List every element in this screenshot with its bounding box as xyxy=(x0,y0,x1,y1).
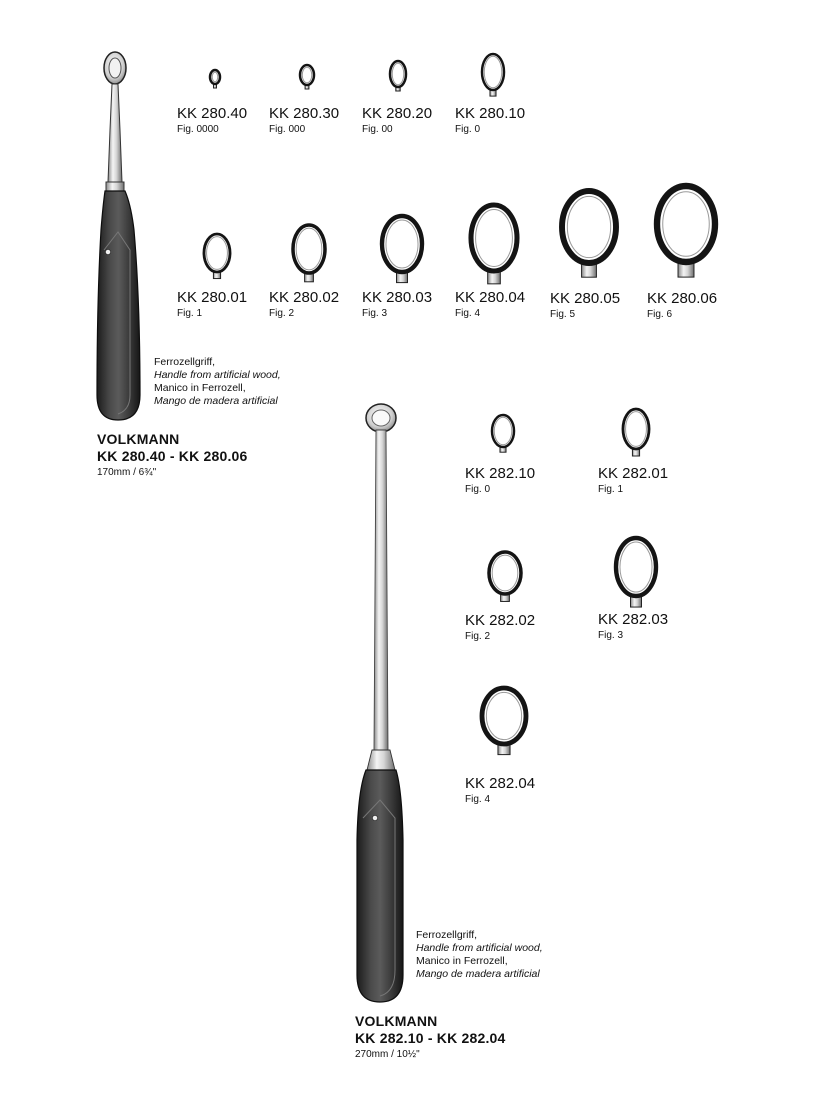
item-code: KK 280.02 xyxy=(269,289,340,306)
item-code: KK 280.40 xyxy=(177,105,248,122)
item-label xyxy=(362,289,432,320)
item-label xyxy=(465,465,535,496)
note-line-es: Mango de madera artificial xyxy=(416,968,540,980)
item-fig: Fig. 00 xyxy=(362,124,393,135)
item-code: KK 280.30 xyxy=(269,105,340,122)
product-range: KK 280.40 - KK 280.06 xyxy=(97,448,248,464)
note-line-en: Handle from artificial wood, xyxy=(154,369,281,381)
loop-tip xyxy=(657,186,715,277)
product-heading xyxy=(355,1013,506,1061)
loop-tip xyxy=(562,191,616,277)
item-fig: Fig. 3 xyxy=(598,630,624,641)
handle-note xyxy=(416,929,543,981)
note-line-de: Ferrozellgriff, xyxy=(416,929,478,941)
loop-tip xyxy=(390,61,406,91)
item-fig: Fig. 2 xyxy=(269,308,295,319)
product-size: 170mm / 6¾" xyxy=(97,467,157,478)
item-label xyxy=(362,105,432,136)
item-label xyxy=(455,289,525,320)
product-size: 270mm / 10½" xyxy=(355,1049,420,1060)
item-label xyxy=(269,289,339,320)
item-code: KK 280.03 xyxy=(362,289,433,306)
item-code: KK 282.01 xyxy=(598,465,669,482)
item-fig: Fig. 0 xyxy=(455,124,481,135)
item-fig: Fig. 6 xyxy=(647,309,673,320)
item-label xyxy=(455,105,525,136)
item-fig: Fig. 5 xyxy=(550,309,576,320)
item-fig: Fig. 0000 xyxy=(177,124,219,135)
item-label xyxy=(177,289,247,320)
product-heading xyxy=(97,431,248,479)
item-label xyxy=(598,465,668,496)
note-line-es: Mango de madera artificial xyxy=(154,395,278,407)
loop-tip xyxy=(489,552,521,601)
loop-tips xyxy=(204,54,718,755)
loop-tip xyxy=(382,216,422,283)
product-name: VOLKMANN xyxy=(355,1013,438,1029)
note-line-en: Handle from artificial wood, xyxy=(416,942,543,954)
item-fig: Fig. 1 xyxy=(177,308,203,319)
loop-tip xyxy=(482,688,526,755)
item-code: KK 280.10 xyxy=(455,105,526,122)
loop-tip xyxy=(204,234,230,279)
item-fig: Fig. 1 xyxy=(598,484,624,495)
item-code: KK 282.02 xyxy=(465,612,536,629)
item-code: KK 282.04 xyxy=(465,775,536,792)
item-code: KK 280.06 xyxy=(647,290,718,307)
item-label xyxy=(465,612,535,643)
note-line-it: Manico in Ferrozell, xyxy=(416,955,508,967)
item-label xyxy=(647,290,717,321)
loop-tip xyxy=(616,538,656,607)
item-fig: Fig. 0 xyxy=(465,484,491,495)
product-name: VOLKMANN xyxy=(97,431,180,447)
curette-270mm-illustration xyxy=(357,404,403,1002)
item-code: KK 280.05 xyxy=(550,290,621,307)
item-label xyxy=(269,105,339,136)
loop-tip xyxy=(482,54,504,96)
loop-tip xyxy=(492,415,514,452)
loop-tip xyxy=(623,409,649,456)
item-fig: Fig. 4 xyxy=(465,794,491,805)
item-label xyxy=(465,775,535,806)
item-label xyxy=(177,105,247,136)
loop-tip xyxy=(293,225,325,282)
item-fig: Fig. 2 xyxy=(465,631,491,642)
item-fig: Fig. 3 xyxy=(362,308,388,319)
note-line-de: Ferrozellgriff, xyxy=(154,356,216,368)
item-code: KK 280.04 xyxy=(455,289,526,306)
note-line-it: Manico in Ferrozell, xyxy=(154,382,246,394)
item-fig: Fig. 4 xyxy=(455,308,481,319)
item-label xyxy=(598,611,668,642)
item-label xyxy=(550,290,620,321)
item-code: KK 280.01 xyxy=(177,289,248,306)
handle-note xyxy=(154,356,281,408)
loop-tip xyxy=(210,70,220,88)
item-code: KK 282.10 xyxy=(465,465,536,482)
product-range: KK 282.10 - KK 282.04 xyxy=(355,1030,506,1046)
loop-tip xyxy=(471,205,517,284)
item-code: KK 282.03 xyxy=(598,611,669,628)
loop-tip xyxy=(300,65,314,89)
item-fig: Fig. 000 xyxy=(269,124,306,135)
curette-170mm-illustration xyxy=(97,52,140,420)
item-code: KK 280.20 xyxy=(362,105,433,122)
